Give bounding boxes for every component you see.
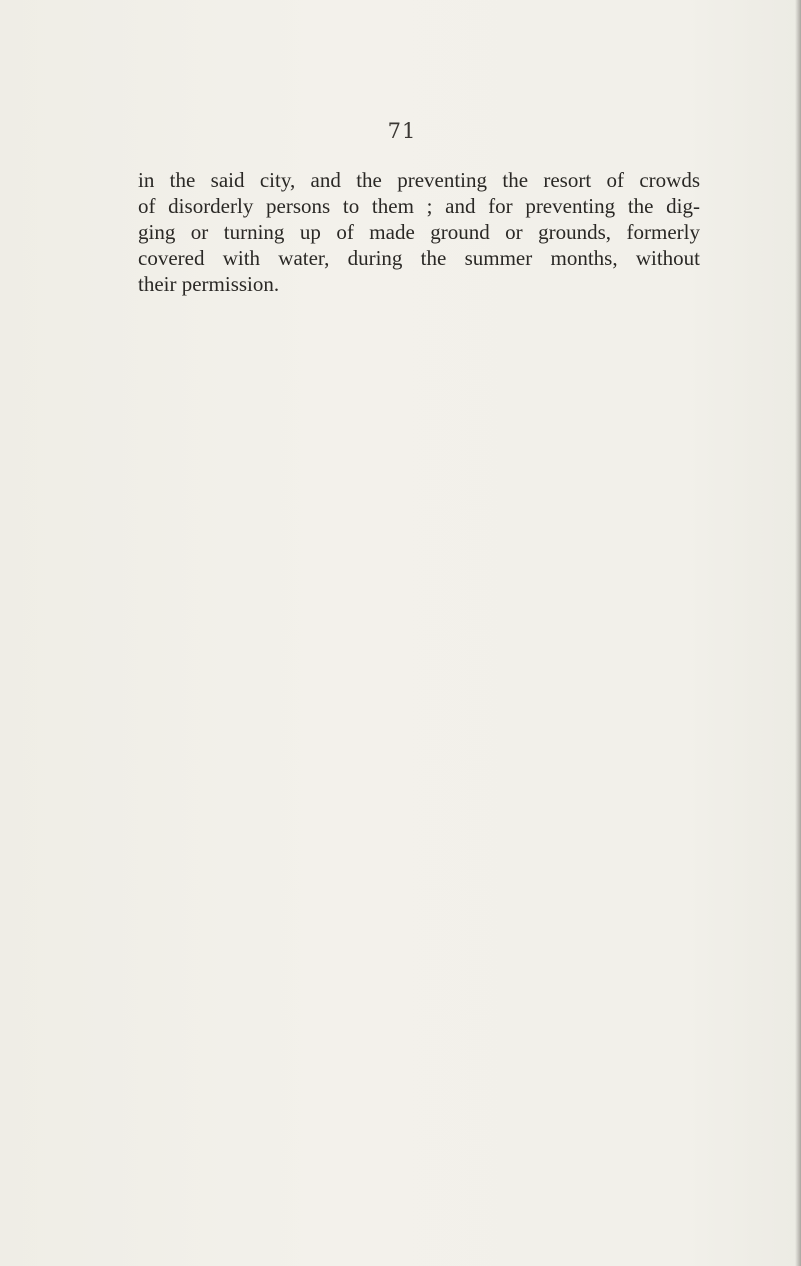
text-line: covered with water, during the summer months, without <box>138 246 700 270</box>
page-number: 71 <box>387 119 417 143</box>
text-line: of disorderly persons to them ; and for preventing the dig- <box>138 194 700 218</box>
text-line: in the said city, and the preventing the resort of crowds <box>138 168 700 192</box>
body-paragraph <box>138 167 700 297</box>
text-line: their permission. <box>138 272 280 296</box>
page-edge-shadow <box>795 0 801 1266</box>
text-line: ging or turning up of made ground or grounds, formerly <box>138 220 700 244</box>
